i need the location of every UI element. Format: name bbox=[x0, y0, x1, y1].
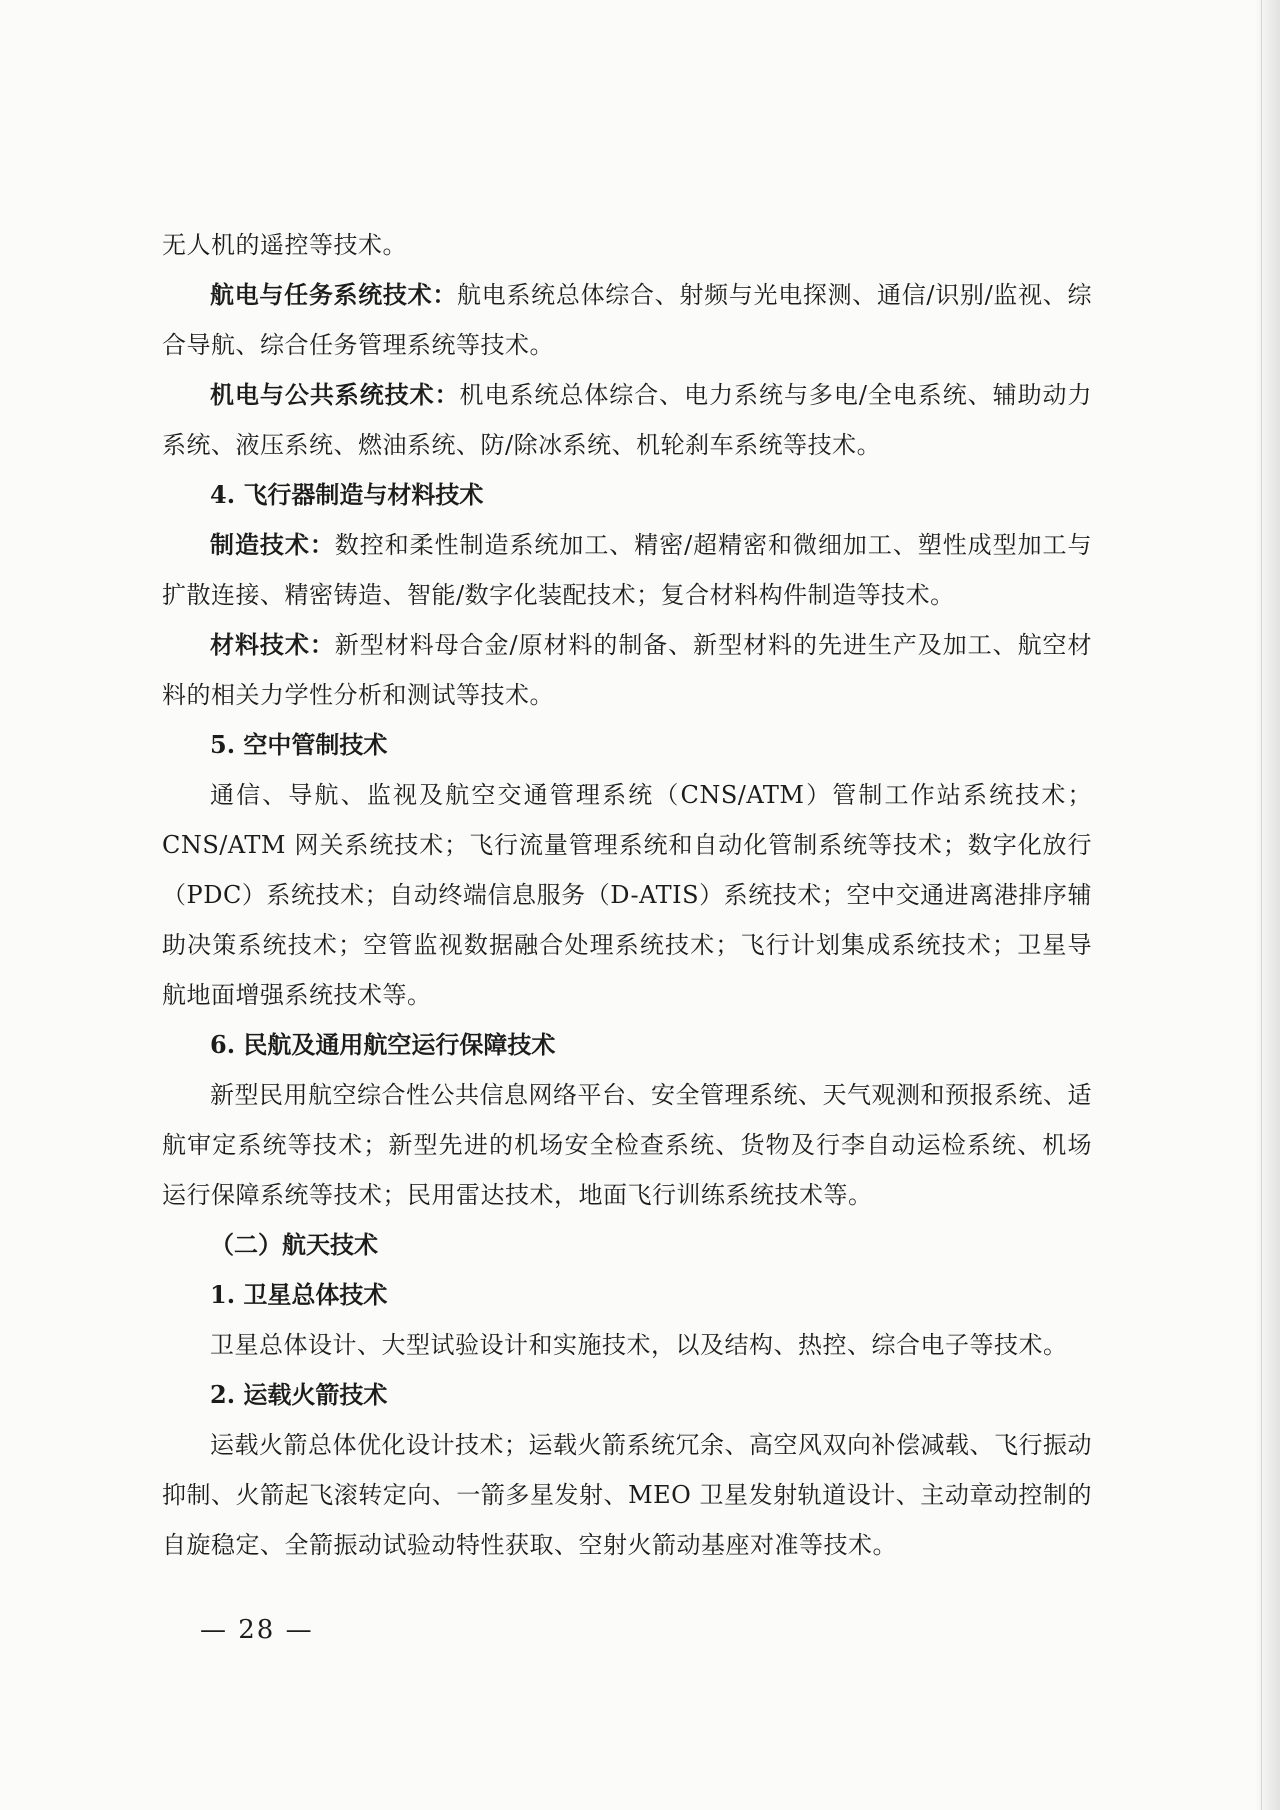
paragraph-launch-vehicle-tech: 运载火箭总体优化设计技术；运载火箭系统冗余、高空风双向补偿减载、飞行振动抑制、火箭起飞滚转定向、一箭多星发射、MEO 卫星发射轨道设计、主动章动控制的自旋稳定、全箭振动试验动特性获取、空射火箭动基座对准等技术。 bbox=[162, 1431, 1092, 1559]
paragraph-manufacturing-tech: 制造技术：数控和柔性制造系统加工、精密/超精密和微细加工、塑性成型加工与扩散连接、精密铸造、智能/数字化装配技术；复合材料构件制造等技术。 bbox=[162, 530, 1092, 609]
paragraph-satellite-tech: 卫星总体设计、大型试验设计和实施技术，以及结构、热控、综合电子等技术。 bbox=[210, 1331, 1068, 1359]
section-heading-air-traffic-control: 5. 空中管制技术 bbox=[210, 730, 388, 759]
paragraph-uav-remote-control: 无人机的遥控等技术。 bbox=[162, 231, 407, 259]
section-heading-aerospace: （二）航天技术 bbox=[210, 1230, 378, 1259]
paragraph-lead: 机电与公共系统技术： bbox=[210, 380, 460, 409]
page-number: — 28 — bbox=[200, 1615, 314, 1645]
paragraph-cns-atm: 通信、导航、监视及航空交通管理系统（CNS/ATM）管制工作站系统技术；CNS/ATM 网关系统技术；飞行流量管理系统和自动化管制系统等技术；数字化放行（PDC）系统技术；自动终端信息服务（D-ATIS）系统技术；空中交通进离港排序辅助决策系统技术；空管监视数据融合处理系统技术；飞行计划集成系统技术；卫星导航地面增强系统技术等。 bbox=[162, 781, 1092, 1009]
paragraph-lead: 制造技术： bbox=[210, 530, 335, 559]
page-edge-shadow bbox=[1254, 0, 1280, 1810]
paragraph-lead: 航电与任务系统技术： bbox=[210, 280, 458, 309]
section-heading-aircraft-manufacturing: 4. 飞行器制造与材料技术 bbox=[210, 480, 484, 509]
paragraph-avionics-mission-systems: 航电与任务系统技术：航电系统总体综合、射频与光电探测、通信/识别/监视、综合导航、综合任务管理系统等技术。 bbox=[162, 280, 1093, 359]
page-edge-line bbox=[1261, 0, 1262, 1810]
paragraph-materials-tech: 材料技术：新型材料母合金/原材料的制备、新型材料的先进生产及加工、航空材料的相关力学性分析和测试等技术。 bbox=[162, 630, 1092, 709]
paragraph-lead: 材料技术： bbox=[210, 630, 335, 659]
paragraph-electromechanical-systems: 机电与公共系统技术：机电系统总体综合、电力系统与多电/全电系统、辅助动力系统、液压系统、燃油系统、防/除冰系统、机轮刹车系统等技术。 bbox=[162, 380, 1092, 459]
section-heading-satellite: 1. 卫星总体技术 bbox=[210, 1280, 388, 1309]
paragraph-civil-aviation-support: 新型民用航空综合性公共信息网络平台、安全管理系统、天气观测和预报系统、适航审定系统等技术；新型先进的机场安全检查系统、货物及行李自动运检系统、机场运行保障系统等技术；民用雷达技术，地面飞行训练系统技术等。 bbox=[162, 1081, 1092, 1209]
page-body bbox=[162, 220, 1092, 1570]
section-heading-launch-vehicle: 2. 运载火箭技术 bbox=[210, 1380, 388, 1409]
section-heading-civil-aviation-support: 6. 民航及通用航空运行保障技术 bbox=[210, 1030, 556, 1059]
